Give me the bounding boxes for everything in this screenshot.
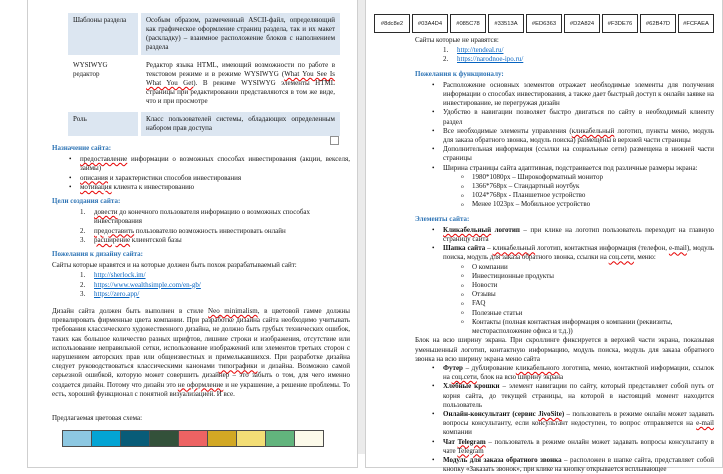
list-item: • описания и характеристики способов инвестирования <box>67 174 350 183</box>
glossary-term: Шаблоны раздела <box>68 13 138 55</box>
list-item: • Хлебные крошки – элемент навигации по сайту, который представляет собой путь от корня сайта, до текущей страницы, на которой в настоящий момент находится пользователь <box>430 382 714 410</box>
color-scheme-label: Предлагаемая цветовая схема: <box>52 414 143 423</box>
glossary-definition: Особым образом, размеченный ASCII-файл, определяющий как графическое оформление страниц раздела, так и их макет (раскладку) – взаимное расположение блоков с наполнением раздела <box>141 13 340 55</box>
page-2-content <box>415 36 714 474</box>
site-purpose-list <box>52 155 350 192</box>
list-item: o 1024*768px - Планшетное устройство <box>461 191 714 200</box>
list-item <box>80 271 350 280</box>
page-1 <box>27 0 358 468</box>
list-item: • Расположение основных элементов отражает необходимые элементы для получения информации о способах инвестирования, а также дает быстрый доступ к онлайн заявке на инвестирование, не перегружая дизайн <box>430 81 714 109</box>
hyperlink[interactable]: http://tendeal.ru/ <box>457 46 504 55</box>
color-scheme-strip <box>62 430 324 447</box>
color-swatch <box>295 431 323 446</box>
list-item: • предоставление информации о возможных способах инвестирования (акции, векселя, займы) <box>67 155 350 173</box>
hex-code-cell: #ED6363 <box>526 14 562 33</box>
site-elements-list-bottom <box>415 364 714 474</box>
list-item: o Отзывы <box>461 290 714 299</box>
site-elements-list-top <box>415 226 714 263</box>
hex-code-cell: #62B47D <box>640 14 676 33</box>
list-item: o О компании <box>461 263 714 272</box>
list-item: предоставить пользователю возможность инвестировать онлайн <box>94 226 286 235</box>
functional-wishes-list <box>415 81 714 173</box>
list-item: o FAQ <box>461 299 714 308</box>
hex-code-cell: #085C78 <box>450 14 486 33</box>
glossary-term: Роль <box>68 112 138 136</box>
heading-design-wishes: Пожелания к дизайну сайта: <box>52 250 143 259</box>
site-goals-list <box>52 208 350 245</box>
disliked-sites-label: Сайты которые не нравятся: <box>415 36 499 44</box>
disliked-sites-list <box>415 46 714 64</box>
color-swatch <box>63 431 92 446</box>
list-item: o 1980*1080px – Широкоформатный монитор <box>461 173 714 182</box>
heading-site-goals: Цели создания сайта: <box>52 197 121 206</box>
list-item: • Модуль для заказа обратного звонка – расположен в шапке сайта, представляет собой кнопку «Заказать звонок», при клике на кнопку открывается всплывающее <box>430 456 714 474</box>
hyperlink[interactable]: http://sherlock.im/ <box>94 271 146 280</box>
glossary-table-row <box>68 58 340 109</box>
list-item: o Инвестиционные продукты <box>461 272 714 281</box>
list-item: • мотивация клиента к инвестированию <box>67 183 350 192</box>
heading-functional-wishes: Пожелания к функционалу: <box>415 69 504 78</box>
color-swatch <box>92 431 121 446</box>
heading-site-purpose: Назначение сайта: <box>52 144 112 152</box>
list-item: • Удобство в навигации позволяет быстро двигаться по сайту в необходимый клиенту раздел <box>430 108 714 126</box>
color-swatch <box>237 431 266 446</box>
hyperlink[interactable]: https://zero.app/ <box>94 289 140 298</box>
list-item: довести до конечного пользователя информацию о возможных способах инвестирования <box>94 208 311 226</box>
liked-sites-intro: Сайты которые нравятся и на которые должен быть похож разрабатываемый сайт: <box>52 261 297 270</box>
header-note: Блок на всю ширину экрана. При скроллинге фиксируется в верхней части экрана, показывая уменьшенный логотип, контактную информацию, модуль поиска, модуль для заказа обратного звонка на всю ширину экрана меню сайта <box>415 336 714 363</box>
list-item: • Дополнительная информация (ссылки на социальные сети) размещена в нижней части страницы <box>430 145 714 163</box>
glossary-table <box>65 10 343 139</box>
hex-code-cell: #D2A824 <box>564 14 600 33</box>
hex-code-cell: #F3DE76 <box>602 14 638 33</box>
color-swatch <box>179 431 208 446</box>
hyperlink[interactable]: https://www.wealthsimple.com/en-gb/ <box>94 280 201 289</box>
object-anchor-icon <box>330 136 339 145</box>
list-item: • Все необходимые элементы управления (кликабельный логотип, пункты меню, модуль для заказа обратного звонка, модуль поиска) размещены в верхней части страницы <box>430 127 714 145</box>
page-2 <box>365 0 723 474</box>
color-swatch <box>208 431 237 446</box>
hex-code-cell: #33513A <box>488 14 524 33</box>
list-item <box>80 281 350 290</box>
color-swatch <box>150 431 179 446</box>
hyperlink[interactable]: https://narodnoe-ipo.ru/ <box>457 55 524 64</box>
list-item <box>443 55 714 64</box>
glossary-definition: Редактор языка HTML, имеющий возможности по работе в текстовом режиме и в режиме WYSIWYG (What You See Is What You Get). В режиме WYSIWYG элементы HTML страницы при редактировании представляются в том же виде, что и при просмотре <box>146 61 335 105</box>
color-swatch <box>266 431 295 446</box>
header-menu-list <box>415 263 714 337</box>
hex-code-cell: #FCFAEA <box>678 14 714 33</box>
list-item: • Кликабельный логотип – при клике на логотип пользователь переходит на главную страницу сайта <box>430 226 714 244</box>
hex-code-cell: #03A4D4 <box>412 14 448 33</box>
design-paragraph: Дизайн сайта должен быть выполнен в стиле Neo minimalism, в цветовой гамме должны превалировать фирменные цвета компании. При разработке дизайна сайта необходимо учитывать требования классического художественного дизайна, не должно быть грубых технических ошибок, таких как большое количество разных шрифтов, лишние строки и изображения, отсутствие или использование неправильной сетки, использование изображений или элементов третьих сторон с нарушением авторских прав или общеизвестных и примелькавшихся. При разработке дизайна следует руководствоваться классическими канонами типографики и дизайна. Возможно самой серьезной ошибкой, которую может совершить дизайнер – это забыть о том, для чего именно создается дизайн. Потому что дизайн это не оформление и не украшение, а решение проблемы. То есть, хороший функционал с понятной визуализацией. И все. <box>52 307 351 398</box>
palette-hex-table <box>374 14 722 33</box>
list-item: • Онлайн-консультант (сервис JivoSite) – пользователь в режиме онлайн может задавать вопросы консультанту, если консультант недоступен, то вопрос отправляется на e-mail компании <box>430 410 714 438</box>
list-item: o Полезные статьи <box>461 309 714 318</box>
hex-code-cell: #8dc8e2 <box>374 14 410 33</box>
list-item: • Чат Telegram – пользователь в режиме онлайн может задавать вопросы консультанту в чате Telegram <box>430 438 714 456</box>
list-item: o Новости <box>461 281 714 290</box>
list-item: • Ширина страницы сайта адаптивная, подстраивается под различные размеры экрана: <box>430 164 714 173</box>
glossary-definition: Класс пользователей системы, обладающих определенным набором прав доступа <box>141 112 340 136</box>
list-item: o 1366*768px – Стандартный ноутбук <box>461 182 714 191</box>
glossary-term: WYSIWYG редактор <box>73 61 108 78</box>
page-1-content <box>52 144 350 447</box>
heading-site-elements: Элементы сайта: <box>415 214 470 223</box>
list-item: • Футер – дублирование кликабельного логотипа, меню, контактной информации, ссылок на соц.сети, блок на всю ширину экрана <box>430 364 714 382</box>
glossary-table-row <box>68 112 340 136</box>
list-item: расширение клиентской базы <box>94 235 182 244</box>
screen-sizes-list <box>415 173 714 210</box>
list-item: o Контакты (полная контактная информация о компании (реквизиты, месторасположение офиса и т.д.)) <box>461 318 714 336</box>
liked-sites-list <box>52 271 350 299</box>
list-item: • Шапка сайта – кликабельный логотип, контактная информация (телефон, e-mail), модуль поиска, модуль для заказа обратного звонка, ссылки на соц.сети, меню: <box>430 244 714 262</box>
list-item <box>80 290 350 299</box>
list-item: o Менее 1023px – Мобильное устройство <box>461 200 714 209</box>
list-item <box>443 46 714 55</box>
glossary-table-row <box>68 13 340 55</box>
color-swatch <box>121 431 150 446</box>
